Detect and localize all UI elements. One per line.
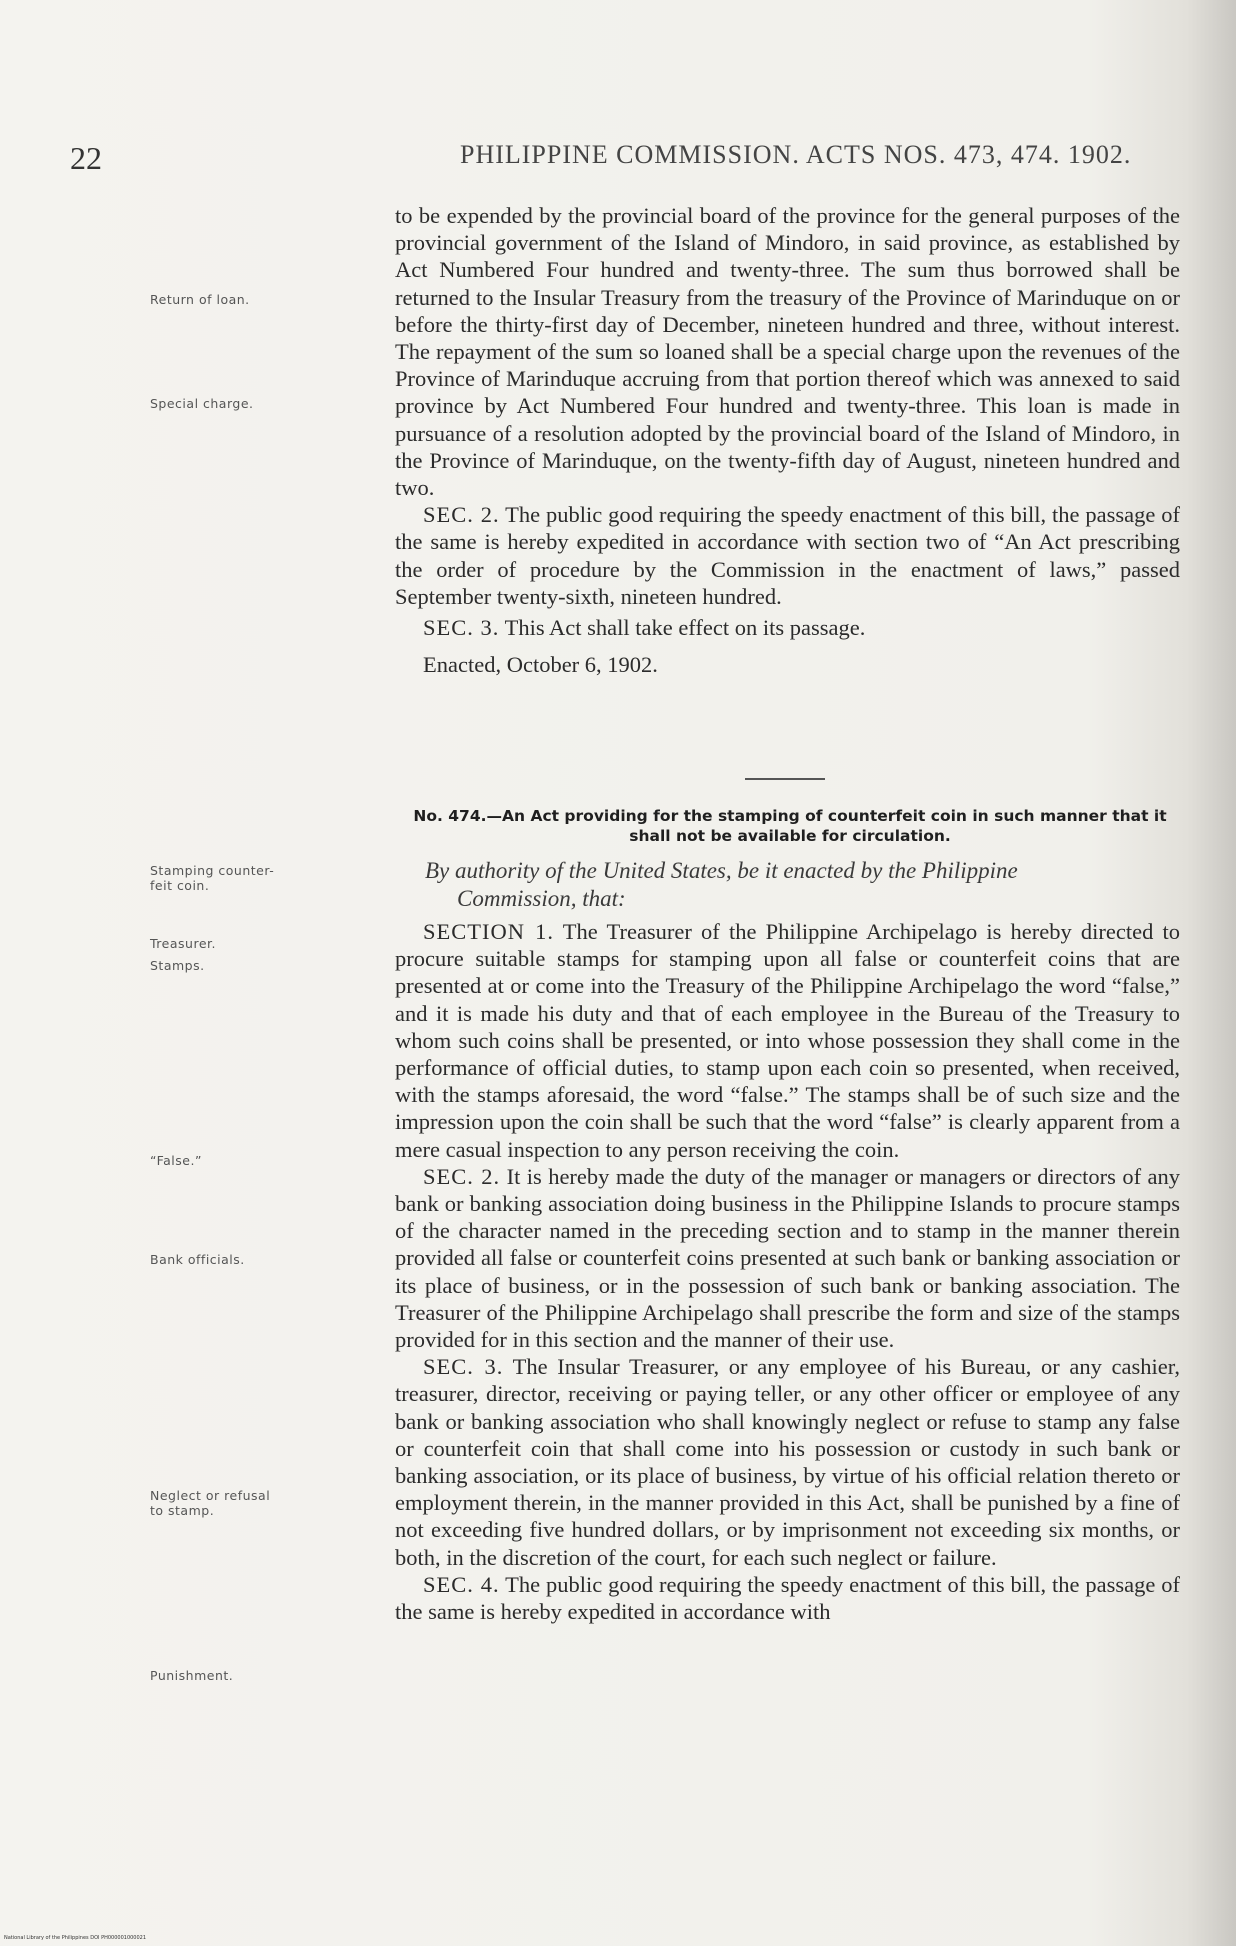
margin-note-stamps: Stamps. (150, 958, 205, 973)
act-474-section-3 (395, 1353, 1180, 1571)
margin-note-return-of-loan: Return of loan. (150, 292, 250, 307)
section-label: SEC. 4. (423, 1571, 500, 1597)
act-473-section-2 (395, 501, 1180, 610)
section-text: The public good requiring the speedy enactment of this bill, the passage of the same is hereby expedited in accordance with (395, 1571, 1180, 1625)
enacting-line-1: By authority of the United States, be it enacted by the Philippine (425, 858, 1018, 883)
act-473-paragraph: to be expended by the provincial board of the province for the general purposes of the provincial government of the Island of Mindoro, in said province, as established by Act Numbered Four hundred and twenty-three. The sum thus borrowed shall be returned to the Insular Treasury from the treasury of the Province of Marinduque on or before the thirty-first day of December, nineteen hundred and three, without interest. The repayment of the sum so loaned shall be a special charge upon the revenues of the Province of Marinduque accruing from that portion thereof which was annexed to said province by Act Numbered Four hundred and twenty-three. This loan is made in pursuance of a resolution adopted by the provincial board of the Island of Mindoro, in the Province of Marinduque, on the twenty-fifth day of August, nineteen hundred and two. (395, 203, 1180, 501)
enacting-line-2: Commission, that: (457, 886, 626, 911)
margin-note-bank-officials: Bank officials. (150, 1252, 245, 1267)
section-text: The Treasurer of the Philippine Archipelago is hereby directed to procure suitable stamps for stamping upon all false or counterfeit coins that are presented at or come into the Treasury of the Philippine Archipelago the word “false,” and it is made his duty and that of each employee in the Bureau of the Treasury to whom such coins shall be presented, or into whose possession they shall come in the performance of official duties, to stamp upon each coin so presented, when received, with the stamps aforesaid, the word “false.” The stamps shall be of such size and the impression upon the coin shall be such that the word “false” is clearly apparent from a mere casual inspection to any person receiving the coin. (395, 919, 1180, 1162)
margin-note-special-charge: Special charge. (150, 396, 254, 411)
section-label: SEC. 2. (423, 1163, 501, 1189)
act-474-section-4 (395, 1571, 1180, 1625)
act-473-text (395, 202, 1180, 678)
scan-footer: National Library of the Philippines DOI PH000001000021 (4, 1935, 147, 1941)
act-474-section-2 (395, 1163, 1180, 1353)
margin-note-line: Neglect or refusal (150, 1488, 271, 1503)
act-title-text: —An Act providing for the stamping of counterfeit coin in such manner that it shall not be available for circulation. (486, 807, 1167, 845)
act-474-section-1 (395, 918, 1180, 1163)
section-text: It is hereby made the duty of the manager or managers or directors of any bank or banking association doing business in the Philippine Islands to procure stamps of the character named in the preceding section and to stamp in the manner therein provided all false or counterfeit coins presented at such bank or banking association or its place of business, or in the possession of such bank or banking association. The Treasurer of the Philippine Archipelago shall prescribe the form and size of the stamps provided for in this section and the manner of their use. (395, 1163, 1180, 1353)
margin-note-line: to stamp. (150, 1503, 215, 1518)
enacting-clause (425, 857, 1185, 913)
margin-note-neglect (150, 1488, 350, 1518)
margin-note-treasurer: Treasurer. (150, 936, 216, 951)
margin-note-false: “False.” (150, 1153, 202, 1168)
section-text: The public good requiring the speedy enactment of this bill, the passage of the same is hereby expedited in accordance with section two of “An Act prescribing the order of procedure by the Commission in the enactment of laws,” passed September twenty-sixth, nineteen hundred. (395, 502, 1180, 609)
act-number: No. 474. (413, 807, 487, 825)
page-number: 22 (70, 140, 102, 176)
act-473-section-3 (395, 614, 1180, 641)
margin-note-stamping (150, 863, 350, 893)
margin-note-punishment: Punishment. (150, 1668, 234, 1683)
section-label: SEC. 3. (423, 615, 500, 641)
section-text: The Insular Treasurer, or any employee of his Bureau, or any cashier, treasurer, director, receiving or paying teller, or any other officer or employee of any bank or banking association who shall knowingly neglect or refuse to stamp any false or counterfeit coin that shall come into his possession or custody in such bank or banking association, or its place of business, by virtue of his official relation thereto or employment therein, in the manner provided in this Act, shall be punished by a fine of not exceeding five hundred dollars, or by imprisonment not exceeding six months, or both, in the discretion of the court, for each such neglect or failure. (395, 1354, 1180, 1570)
act-474-title (395, 806, 1185, 846)
running-head: PHILIPPINE COMMISSION. ACTS NOS. 473, 474. 1902. (460, 140, 1132, 169)
section-label: SEC. 2. (423, 502, 500, 528)
margin-note-line: feit coin. (150, 878, 210, 893)
section-label: SEC. 3. (423, 1354, 504, 1380)
act-474-text (395, 918, 1180, 1625)
section-label: SECTION 1. (423, 919, 555, 944)
enacted-date: Enacted, October 6, 1902. (423, 652, 658, 678)
section-text: This Act shall take effect on its passage. (504, 615, 866, 641)
margin-note-line: Stamping counter- (150, 863, 275, 878)
section-divider (745, 778, 825, 780)
